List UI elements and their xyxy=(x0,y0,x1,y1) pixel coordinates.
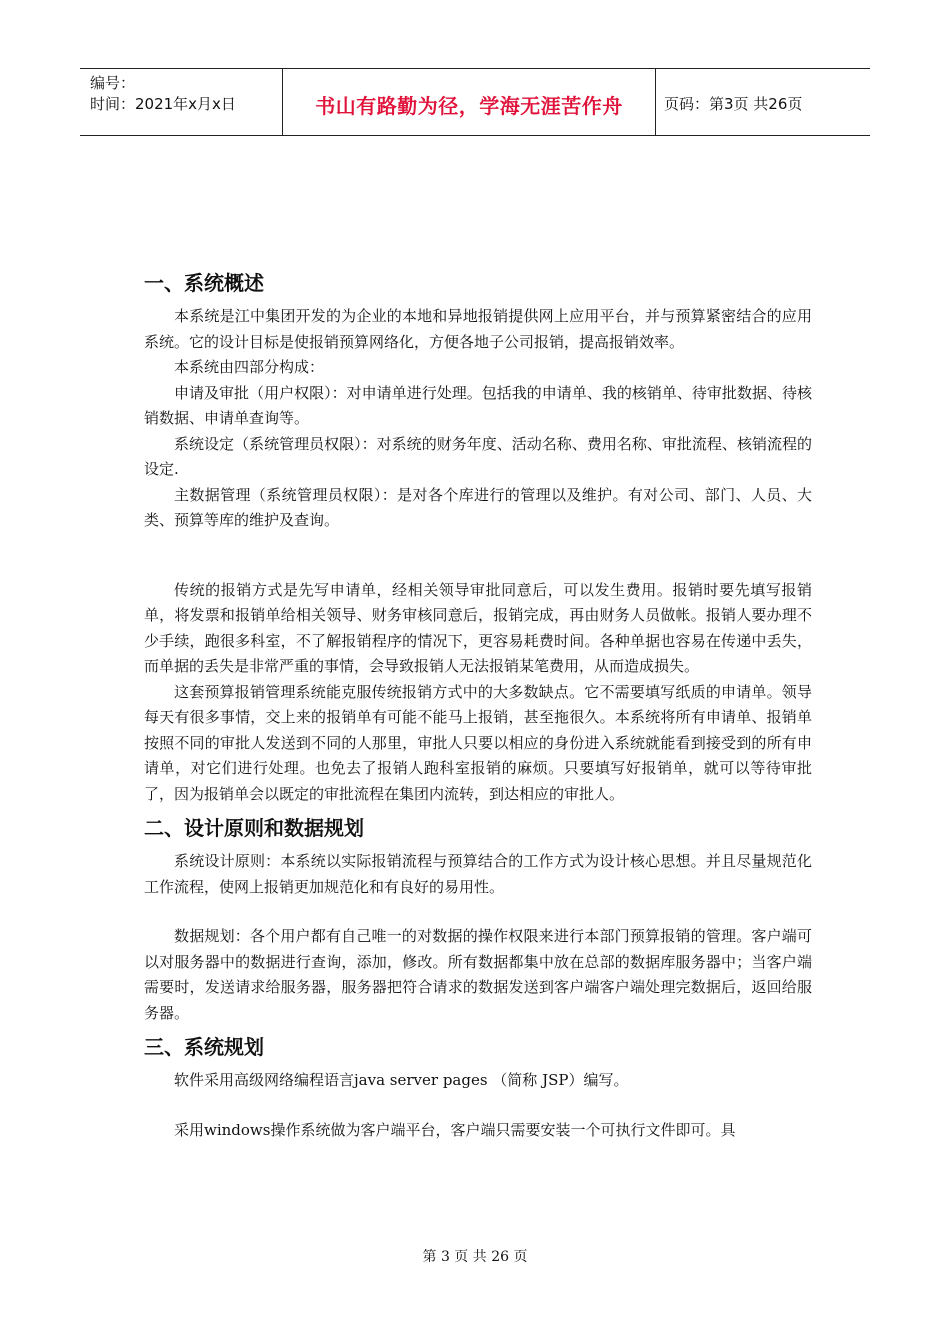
document-body xyxy=(144,268,812,1143)
paragraph: 主数据管理（系统管理员权限）：是对各个库进行的管理以及维护。有对公司、部门、人员、大类、预算等库的维护及查询。 xyxy=(144,485,812,529)
paragraph: 系统设定（系统管理员权限）：对系统的财务年度、活动名称、费用名称、审批流程、核销流程的设定. xyxy=(144,434,812,478)
motto-text: 书山有路勤为径，学海无涯苦作舟 xyxy=(315,93,623,118)
paragraph: 采用windows操作系统做为客户端平台，客户端只需要安装一个可执行文件即可。具 xyxy=(174,1120,736,1139)
header-page-cell xyxy=(656,69,870,135)
page-footer xyxy=(0,1246,950,1266)
page-info: 页码：第3页 共26页 xyxy=(664,94,803,113)
section-3-title: 三、系统规划 xyxy=(144,1035,264,1059)
paragraph: 本系统是江中集团开发的为企业的本地和异地报销提供网上应用平台，并与预算紧密结合的应用系统。它的设计目标是使报销预算网络化，方便各地子公司报销，提高报销效率。 xyxy=(144,307,812,351)
header-meta-cell xyxy=(80,69,282,135)
footer-page-number: 第 3 页 共 26 页 xyxy=(422,1249,528,1265)
serial-label: 编号： xyxy=(90,74,136,92)
paragraph: 本系统由四部分构成： xyxy=(174,358,325,376)
paragraph: 这套预算报销管理系统能克服传统报销方式中的大多数缺点。它不需要填写纸质的申请单。领导每天有很多事情，交上来的报销单有可能不能马上报销，甚至拖很久。本系统将所有申请单、报销单按照不同的审批人发送到不同的人那里，审批人只要以相应的身份进入系统就能看到接受到的所有申请单，对它们进行处理。也免去了报销人跑科室报销的麻烦。只要填写好报销单，就可以等待审批了，因为报销单会以既定的审批流程在集团内流转，到达相应的审批人。 xyxy=(144,682,812,803)
section-1-title: 一、系统概述 xyxy=(144,271,264,295)
paragraph: 软件采用高级网络编程语言java server pages （简称 JSP）编写。 xyxy=(174,1071,629,1089)
header-motto-cell xyxy=(282,69,656,135)
paragraph: 数据规划：各个用户都有自己唯一的对数据的操作权限来进行本部门预算报销的管理。客户端可以对服务器中的数据进行查询，添加，修改。所有数据都集中放在总部的数据库服务器中；当客户端需要时，发送请求给服务器，服务器把符合请求的数据发送到客户端客户端处理完数据后，返回给服务器。 xyxy=(144,927,812,1022)
time-label: 时间：2021年x月x日 xyxy=(90,95,236,113)
paragraph: 系统设计原则：本系统以实际报销流程与预算结合的工作方式为设计核心思想。并且尽量规范化工作流程，使网上报销更加规范化和有良好的易用性。 xyxy=(144,852,812,896)
section-2-title: 二、设计原则和数据规划 xyxy=(144,816,364,840)
page-header xyxy=(80,68,870,136)
paragraph: 申请及审批（用户权限）：对申请单进行处理。包括我的申请单、我的核销单、待审批数据、待核销数据、申请单查询等。 xyxy=(144,383,812,427)
paragraph: 传统的报销方式是先写申请单，经相关领导审批同意后，可以发生费用。报销时要先填写报销单，将发票和报销单给相关领导、财务审核同意后，报销完成，再由财务人员做帐。报销人要办理不少手续，跑很多科室，不了解报销程序的情况下，更容易耗费时间。各种单据也容易在传递中丢失，而单据的丢失是非常严重的事情，会导致报销人无法报销某笔费用，从而造成损失。 xyxy=(144,580,812,675)
